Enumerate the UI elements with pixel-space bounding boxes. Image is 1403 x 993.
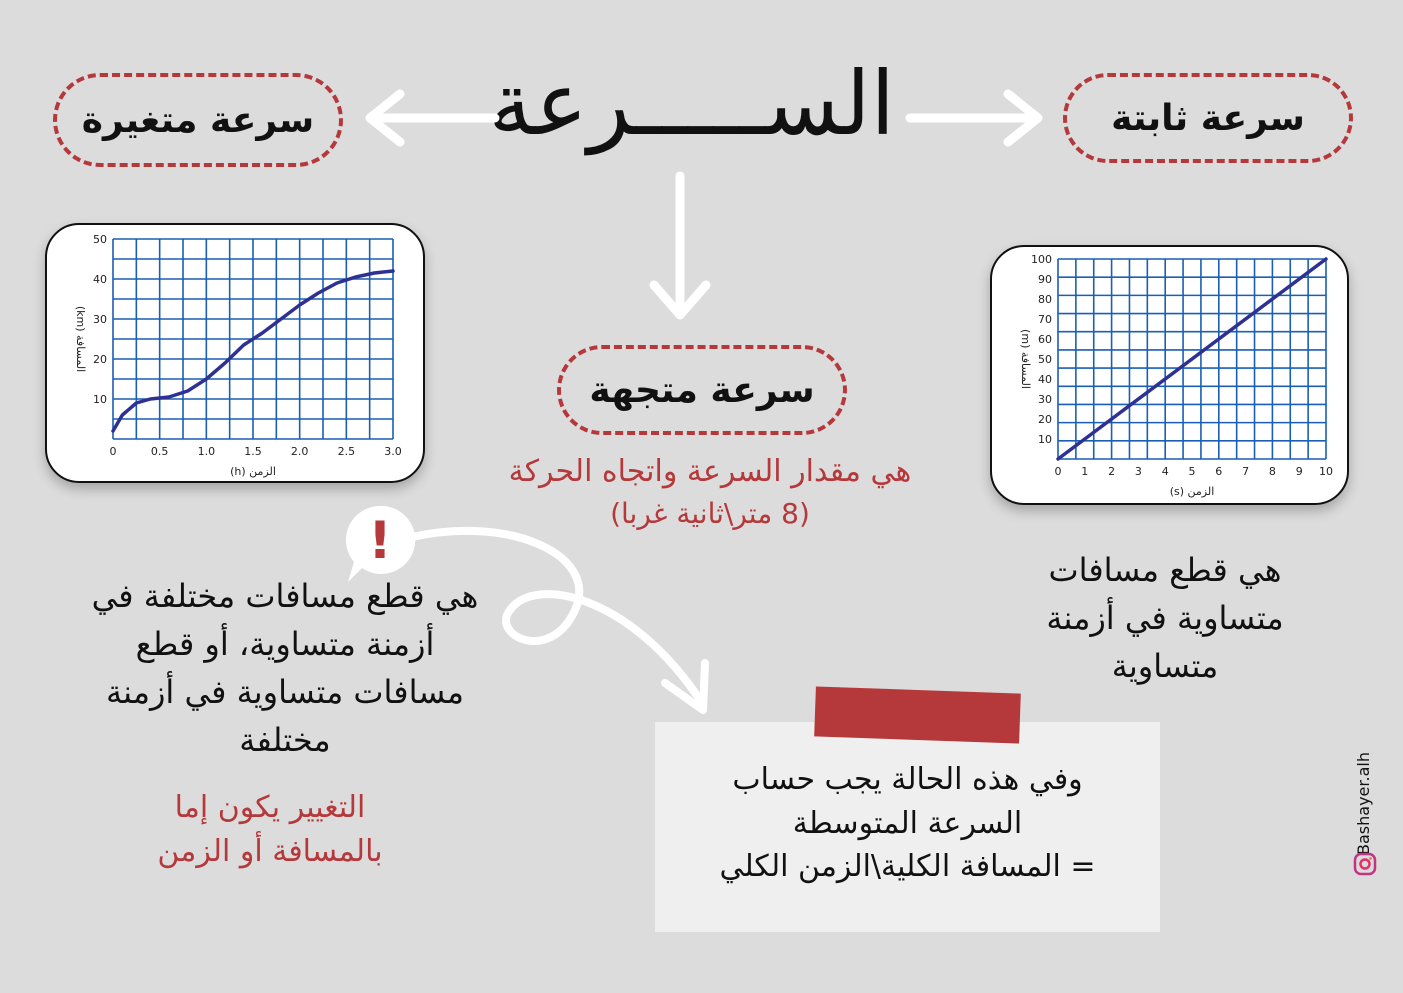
y-tick-label: 10: [1038, 433, 1052, 446]
y-tick-label: 90: [1038, 273, 1052, 286]
x-tick-label: 5: [1188, 465, 1196, 478]
constant-desc-line: هي قطع مسافات: [1048, 551, 1282, 589]
x-tick-label: 2: [1108, 465, 1116, 478]
variable-speed-description: [40, 572, 530, 764]
x-tick-label: 1.5: [244, 445, 262, 458]
y-tick-label: 100: [1031, 253, 1052, 266]
arrow-icon: [640, 170, 720, 325]
constant-desc-line: متساوية في أزمنة: [1046, 599, 1284, 637]
variable-speed-label: سرعة متغيرة: [81, 99, 315, 141]
average-speed-text: [660, 758, 1155, 889]
y-tick-label: 30: [1038, 393, 1052, 406]
constant-speed-chart-card: [990, 245, 1349, 505]
y-tick-label: 60: [1038, 333, 1052, 346]
variable-desc-line: أزمنة متساوية، أو قطع: [135, 625, 435, 663]
x-tick-label: 0.5: [150, 445, 169, 458]
y-tick-label: 10: [93, 393, 107, 406]
arrow-icon: [905, 88, 1050, 148]
y-tick-label: 40: [1038, 373, 1052, 386]
variable-note-line: التغيير يكون إما: [174, 790, 366, 825]
alert-mark: !: [368, 511, 392, 571]
y-tick-label: 40: [93, 273, 107, 286]
y-axis-label: المسافة (km): [74, 305, 87, 373]
y-tick-label: 50: [1038, 353, 1052, 366]
variable-note-line: بالمسافة أو الزمن: [157, 833, 383, 869]
variable-desc-line: مختلفة: [239, 721, 331, 759]
y-tick-label: 50: [93, 233, 107, 246]
average-note-line: وفي هذه الحالة يجب حساب: [732, 762, 1083, 797]
y-tick-label: 80: [1038, 293, 1052, 306]
variable-speed-pill: [53, 73, 343, 167]
velocity-description-line1: هي مقدار السرعة واتجاه الحركة: [508, 454, 912, 489]
variable-speed-chart-card: [45, 223, 425, 483]
handle-text: Bashayer.alh: [1354, 752, 1373, 855]
variable-speed-note: [100, 786, 440, 873]
x-tick-label: 0: [1054, 465, 1062, 478]
average-note-line: = المسافة الكلية\الزمن الكلي: [719, 849, 1096, 884]
variable-desc-line: مسافات متساوية في أزمنة: [106, 673, 464, 711]
instagram-icon: [1353, 852, 1377, 876]
x-tick-label: 9: [1295, 465, 1303, 478]
author-handle: [1354, 752, 1373, 855]
x-tick-label: 1.0: [197, 445, 216, 458]
y-tick-label: 70: [1038, 313, 1052, 326]
velocity-example: (8 متر\ثانية غربا): [610, 496, 810, 530]
y-tick-label: 30: [93, 313, 107, 326]
constant-speed-label: سرعة ثابتة: [1111, 97, 1305, 139]
x-tick-label: 3: [1134, 465, 1142, 478]
x-tick-label: 2.0: [290, 445, 309, 458]
y-tick-label: 20: [93, 353, 107, 366]
constant-speed-pill: [1063, 73, 1353, 163]
constant-desc-line: متساوية: [1111, 647, 1219, 685]
y-tick-label: 20: [1038, 413, 1052, 426]
average-note-line: السرعة المتوسطة: [792, 805, 1023, 841]
x-tick-label: 1: [1081, 465, 1089, 478]
variable-desc-line: هي قطع مسافات مختلفة في: [91, 577, 479, 615]
x-tick-label: 6: [1215, 465, 1223, 478]
distance-time-curve-chart: [47, 225, 423, 481]
x-tick-label: 10: [1319, 465, 1333, 478]
arrow-icon: [360, 88, 500, 148]
x-tick-label: 3.0: [384, 445, 402, 458]
x-tick-label: 4: [1161, 465, 1169, 478]
distance-time-linear-chart: [992, 247, 1347, 503]
page-title: الســـــرعة: [488, 52, 895, 155]
series-line: [1058, 259, 1326, 459]
x-axis-label: الزمن (s): [1169, 485, 1215, 498]
x-tick-label: 7: [1242, 465, 1250, 478]
y-axis-label: المسافة (m): [1019, 329, 1032, 389]
velocity-label: سرعة متجهة: [589, 369, 815, 411]
constant-speed-description: [1010, 546, 1320, 690]
tape-strip: [814, 686, 1021, 743]
x-tick-label: 0: [109, 445, 117, 458]
velocity-pill: [557, 345, 847, 435]
x-tick-label: 2.5: [337, 445, 356, 458]
x-axis-label: الزمن (h): [230, 465, 276, 478]
x-tick-label: 8: [1268, 465, 1276, 478]
